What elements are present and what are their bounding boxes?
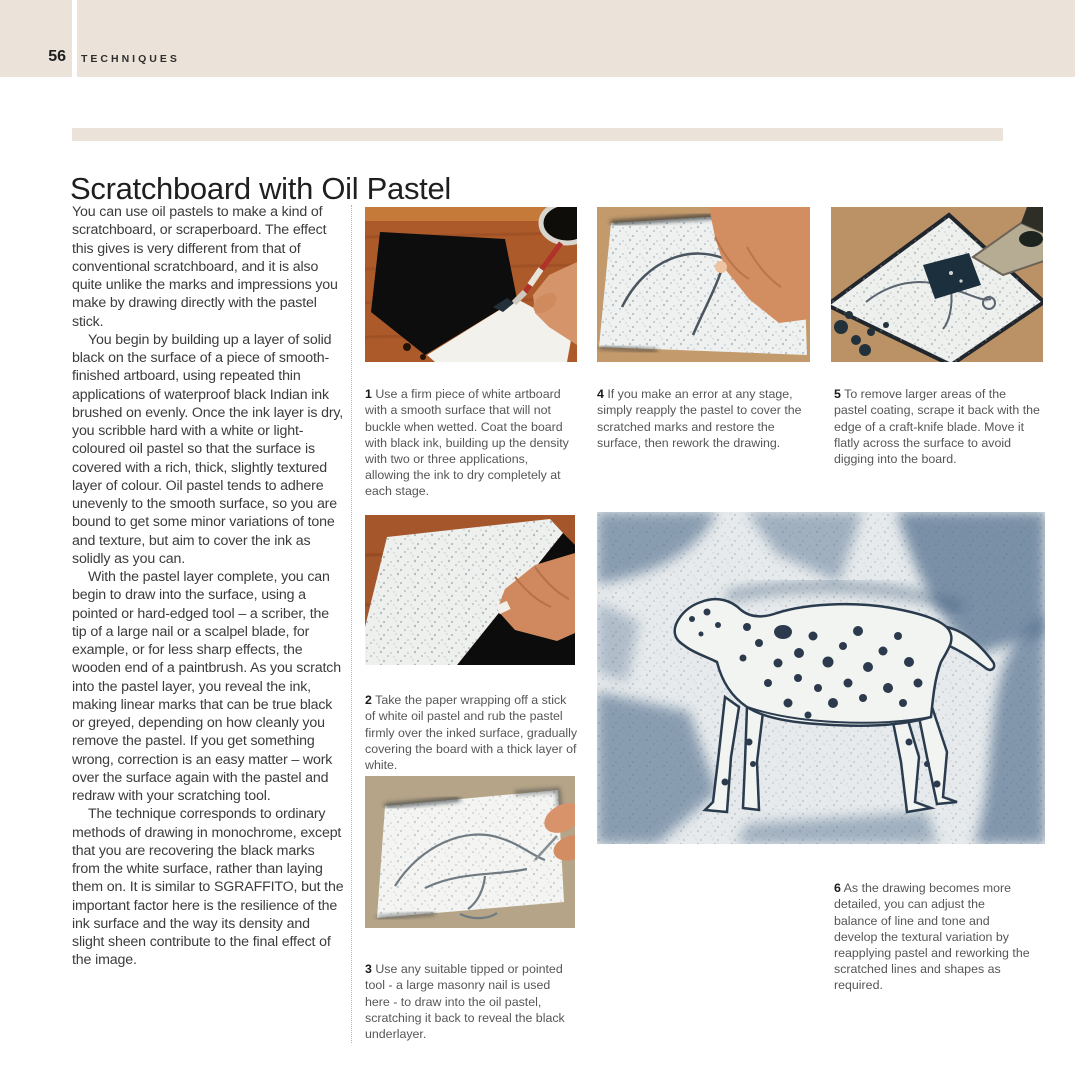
figure-step-5 <box>831 207 1043 362</box>
article-body <box>72 203 344 970</box>
step-number: 4 <box>597 387 604 402</box>
step-number: 2 <box>365 693 372 708</box>
section-label: TECHNIQUES <box>81 53 180 65</box>
figure-step-3 <box>365 776 575 928</box>
step-number: 6 <box>834 881 841 896</box>
step-text: To remove larger areas of the pastel coating, scrape it back with the edge of a craft-knife blade. Move it flatly across the surface to avoid digging into the board. <box>834 387 1040 466</box>
step-number: 3 <box>365 962 372 977</box>
step-text: As the drawing becomes more detailed, you can adjust the balance of line and tone and develop the textural variation by reapplying pastel and reworking the scratched lines and shapes as required. <box>834 881 1030 992</box>
column-divider <box>351 205 352 1043</box>
figure-step-1 <box>365 207 577 362</box>
error-correction-photo <box>597 207 810 362</box>
step-text: Use any suitable tipped or pointed tool - a large masonry nail is used here - to draw into the oil pastel, scratching it back to reveal the black underlayer. <box>365 962 565 1041</box>
caption-step-3 <box>365 961 573 1041</box>
title-accent-bar <box>72 128 1003 141</box>
paragraph: You begin by building up a layer of solid black on the surface of a piece of smooth-finished artboard, using repeated thin applications of waterproof black Indian ink brushed on evenly. Once the ink layer is dry, you scribble hard with a white or light-coloured oil pastel so that the surface is covered with a rich, thick, slightly textured layer of colour. Oil pastel tends to adhere unevenly to the smooth surface, so you are bound to get some minor variations of tone and texture, but aim to cover the ink as solidly as you can. <box>72 331 344 567</box>
step-number: 1 <box>365 387 372 402</box>
nail-scratching-photo <box>365 776 575 928</box>
step-text: Use a firm piece of white artboard with a smooth surface that will not buckle when wetted. Coat the board with black ink, building up the density with two or three applications, allowing the ink to dry completely at each stage. <box>365 387 569 498</box>
caption-step-6 <box>834 880 1030 993</box>
caption-step-2 <box>365 692 579 772</box>
ink-dish <box>541 207 577 243</box>
pastel-rubbing-photo <box>365 515 575 665</box>
caption-step-5 <box>834 386 1042 466</box>
knife-scraping-photo <box>831 207 1043 362</box>
paragraph: With the pastel layer complete, you can begin to draw into the surface, using a pointed or hard-edged tool – a scriber, the tip of a large nail or a scalpel blade, for example, or for less sharp effects, the wooden end of a paintbrush. As you scratch into the pastel layer, you reveal the ink, making linear marks that can be true black or greyed, depending on how cleanly you remove the pastel. If you get something wrong, correction is an easy matter – work over the surface again with the pastel and redraw with your scratching tool. <box>72 569 341 804</box>
page-title: Scratchboard with Oil Pastel <box>70 170 451 206</box>
figure-step-4 <box>597 207 810 362</box>
paragraph: You can use oil pastels to make a kind of scratchboard, or scraperboard. The effect this gives is very different from that of conventional scratchboard, and it is also quite unlike the marks and impressions you make by drawing directly with the pastel stick. <box>72 204 338 330</box>
header-band <box>0 0 1075 77</box>
step-number: 5 <box>834 387 841 402</box>
dalmatian-drawing-photo <box>597 512 1045 844</box>
caption-step-1 <box>365 386 573 499</box>
header-band-divider <box>72 0 77 77</box>
page-number: 56 <box>48 48 66 65</box>
paragraph: The technique corresponds to ordinary methods of drawing in monochrome, except that you are recovering the black marks from the white surface, rather than laying them on. It is similar to SGRAFFITO, but the important factor here is the resilience of the ink surface and the way its density and slight sheen contribute to the final effect of the image. <box>72 806 344 969</box>
figure-step-2 <box>365 515 575 665</box>
step-text: Take the paper wrapping off a stick of white oil pastel and rub the pastel firmly over the inked surface, gradually covering the board with a thick layer of white. <box>365 693 578 772</box>
ink-coating-photo <box>365 207 577 362</box>
caption-step-4 <box>597 386 811 450</box>
step-text: If you make an error at any stage, simply reapply the pastel to cover the scratched marks and restore the surface, then rework the drawing. <box>597 387 802 450</box>
figure-step-6 <box>597 512 1045 844</box>
